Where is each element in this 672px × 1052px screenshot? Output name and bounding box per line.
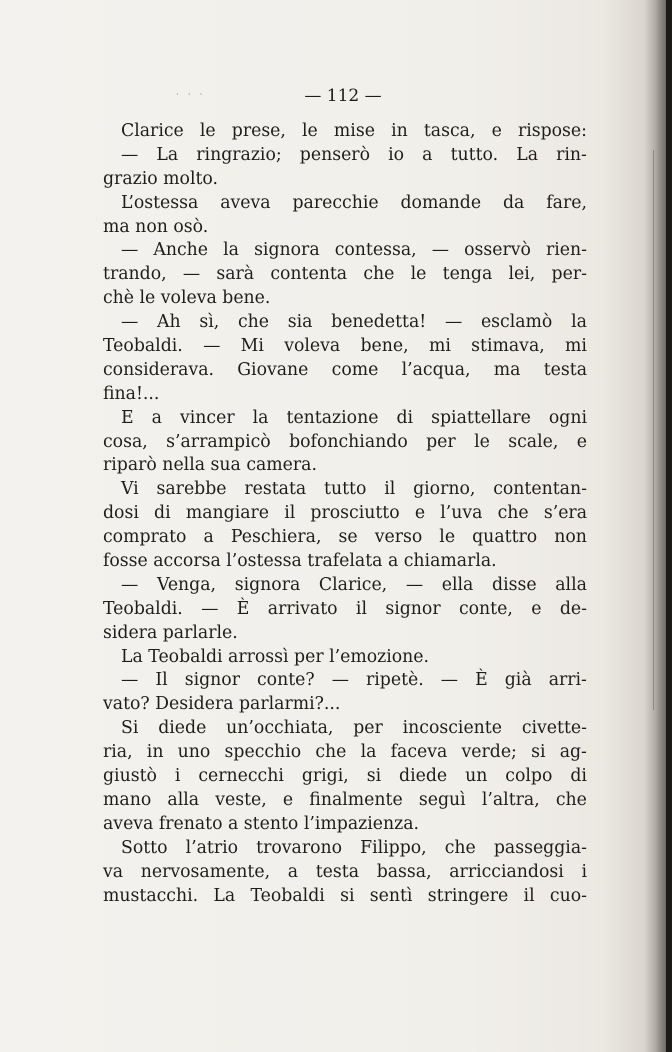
- text-line: fina!...: [103, 383, 160, 404]
- text-line: — Il signor conte? — ripetè. — È già arri-: [121, 670, 587, 691]
- text-line: trando, — sarà contenta che le tenga lei, per-: [103, 264, 587, 285]
- text-line: mano alla veste, e finalmente seguì l’altra, che: [103, 789, 587, 810]
- text-line: ria, in uno specchio che la faceva verde; si ag-: [103, 742, 587, 763]
- text-line: E a vincer la tentazione di spiattellare ogni: [121, 407, 587, 428]
- text-line: ma non osò.: [103, 216, 209, 237]
- text-line: Si diede un’occhiata, per incosciente civette-: [121, 718, 587, 739]
- text-line: va nervosamente, a testa bassa, arricciandosi i: [103, 861, 587, 882]
- text-line: La Teobaldi arrossì per l’emozione.: [121, 646, 430, 667]
- text-line: sidera parlarle.: [103, 622, 238, 643]
- text-line: — Venga, signora Clarice, — ella disse alla: [121, 574, 587, 595]
- page-number: — 112 —: [304, 86, 382, 106]
- text-line: considerava. Giovane come l’acqua, ma testa: [103, 359, 587, 380]
- text-line: Teobaldi. — Mi voleva bene, mi stimava, mi: [103, 336, 587, 357]
- body-text: [103, 120, 587, 908]
- text-line: chè le voleva bene.: [103, 288, 271, 309]
- text-line: — Ah sì, che sia benedetta! — esclamò la: [121, 312, 587, 333]
- text-line: fosse accorsa l’ostessa trafelata a chiamarla.: [103, 551, 497, 572]
- text-line: Vi sarebbe restata tutto il giorno, contentan-: [121, 479, 587, 500]
- text-line: Sotto l’atrio trovarono Filippo, che passeggia-: [121, 837, 587, 858]
- text-line: dosi di mangiare il prosciutto e l’uva che s’era: [103, 503, 587, 524]
- binding-edge: [666, 0, 672, 1052]
- text-line: — La ringrazio; penserò io a tutto. La rin-: [121, 144, 587, 165]
- text-line: riparò nella sua camera.: [103, 455, 317, 476]
- text-line: — Anche la signora contessa, — osservò rien-: [121, 240, 587, 261]
- text-line: grazio molto.: [103, 168, 219, 189]
- text-line: Teobaldi. — È arrivato il signor conte, e de-: [103, 598, 587, 619]
- text-line: vato? Desidera parlarmi?...: [103, 694, 341, 715]
- page-edge-line: [653, 150, 654, 710]
- text-line: cosa, s’arrampicò bofonchiando per le scale, e: [103, 431, 587, 452]
- text-line: giustò i cernecchi grigi, si diede un colpo di: [103, 766, 587, 787]
- text-line: comprato a Peschiera, se verso le quattro non: [103, 527, 587, 548]
- text-line: aveva frenato a stento l’impazienza.: [103, 813, 420, 834]
- text-line: Clarice le prese, le mise in tasca, e rispose:: [121, 121, 587, 141]
- print-specks: · · ·: [176, 90, 206, 100]
- text-line: mustacchi. La Teobaldi si sentì stringere il cuo-: [103, 885, 587, 906]
- text-line: L’ostessa aveva parecchie domande da fare,: [121, 192, 587, 213]
